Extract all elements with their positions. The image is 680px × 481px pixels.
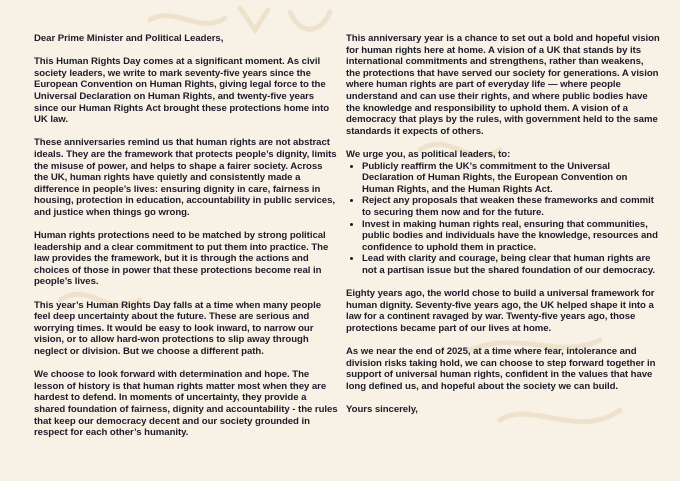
paragraph-abstract-ideals: These anniversaries remind us that human rights are not abstract ideals. They are the framework that protects people’s dignity, limits the misuse of power, and helps to shape a fairer society. Across the UK, human rights have quietly and consistently made a difference in people’s lives: ensuring dignity in care, fairness in housing, protection in education, accountability in public services, and justice when things go wrong. (34, 137, 337, 218)
closing: Yours sincerely, (346, 404, 418, 415)
paragraph-leadership: Human rights protections need to be matched by strong political leadership and a clear commitment to put them into practice. The law provides the framework, but it is through the actions and choices of those in power that these protections become real in people’s lives. (34, 230, 329, 288)
letter-left-column (34, 33, 338, 473)
paragraph-uncertainty: This year’s Human Rights Day falls at a time when many people feel deep uncertainty about the future. These are serious and worrying times. It would be easy to look inward, to narrow our vision, or to allow hard-won protections to slip away through neglect or division. But we choose a different path. (34, 299, 321, 358)
urge-list (346, 161, 660, 277)
paragraph-vision: This anniversary year is a chance to set out a bold and hopeful vision for human rights here at home. A vision of a UK that stands by its international commitments and strengthens, rather than weakens, the protections that have served our society for generations. A vision where human rights are part of everyday life — where people understand and can use their rights, and where public bodies have the knowledge and responsibility to uphold them. A vision of a democracy that plays by the rules, with government held to the same standards it expects of others. (346, 33, 660, 137)
salutation: Dear Prime Minister and Political Leaders, (34, 33, 224, 44)
urge-item-reject: • Reject any proposals that weaken these frameworks and commit to securing them now and for the future. (362, 195, 660, 218)
paragraph-eighty-years: Eighty years ago, the world chose to build a universal framework for human dignity. Seventy-five years ago, the UK helped shape it into a law for a continent ravaged by war. Twenty-five years ago, those protections became part of our lives at home. (346, 288, 655, 334)
urge-item-invest: • Invest in making human rights real, ensuring that communities, public bodies and individuals have the knowledge, resources and confidence to uphold them in practice. (362, 219, 660, 254)
urge-item-reaffirm: • Publicly reaffirm the UK’s commitment to the Universal Declaration of Human Rights, the European Convention on Human Rights, and the Human Rights Act. (362, 161, 660, 196)
letter (34, 33, 660, 473)
paragraph-near-end: As we near the end of 2025, at a time where fear, intolerance and division risks taking hold, we can choose to step forward together in support of universal human rights, confident in the values that have long defined us, and hopeful about the society we can build. (346, 346, 656, 392)
urge-item-lead: • Lead with clarity and courage, being clear that human rights are not a partisan issue but the shared foundation of our democracy. (362, 253, 660, 276)
urge-heading: We urge you, as political leaders, to: (346, 148, 511, 160)
letter-right-column (346, 33, 660, 473)
paragraph-look-forward: We choose to look forward with determination and hope. The lesson of history is that human rights matter most when they are hardest to defend. In moments of uncertainty, they provide a shared foundation of fairness, dignity and accountability - the rules that keep our democracy decent and our society grounded in respect for each other’s humanity. (34, 369, 338, 439)
paragraph-anniversary: This Human Rights Day comes at a significant moment. As civil society leaders, we write to mark seventy-five years since the European Convention on Human Rights, giving legal force to the Universal Declaration on Human Rights, and twenty-five years since our Human Rights Act brought these protections home into UK law. (34, 56, 330, 126)
